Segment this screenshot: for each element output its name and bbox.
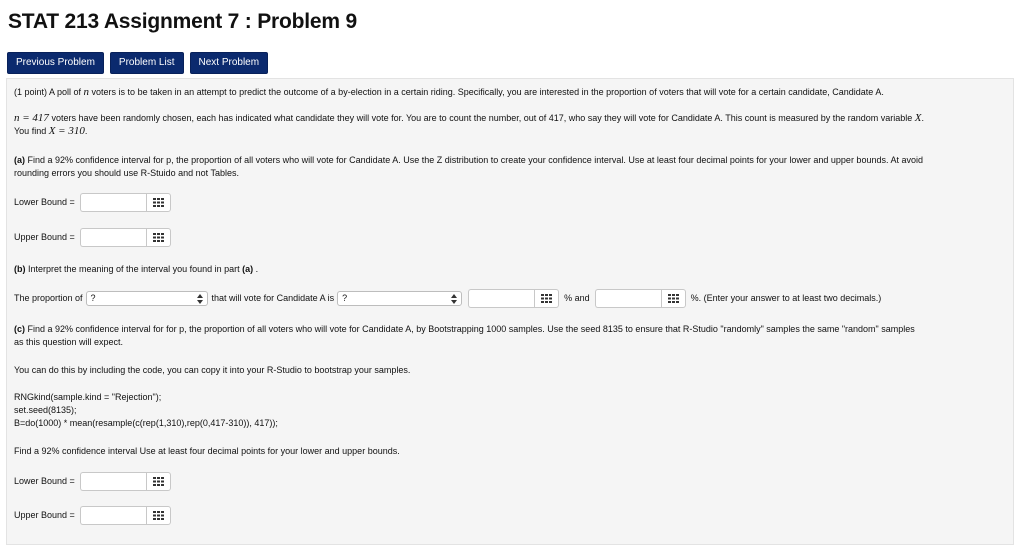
part-c-upper-bound-input[interactable]	[80, 506, 146, 525]
part-c-lower-bound-input[interactable]	[80, 472, 146, 491]
part-c-find-text: Find a 92% confidence interval Use at least four decimal points for your lower and upper bounds.	[14, 446, 400, 456]
r-code-block	[14, 391, 278, 430]
probability-select[interactable]: ?	[337, 291, 462, 306]
part-c-instructions: (c) Find a 92% confidence interval for for p, the proportion of all voters who will vote for Candidate A, by Bootstrapping 1000 samples. Use the seed 8135 to ensure that R-Studio "randomly" samples the same "random" samples as this question will expect.	[14, 324, 915, 347]
interpretation-text-middle: that will vote for Candidate A is	[211, 293, 335, 303]
part-b-instructions: (b) Interpret the meaning of the interval you found in part (a) .	[14, 264, 259, 274]
grid-icon	[153, 511, 164, 520]
part-a-instructions: (a) Find a 92% confidence interval for p, the proportion of all voters who will vote for Candidate A. Use the Z distribution to create your confidence interval. Use at least four decimal points for your lower and upper bounds. At avoid rounding errors you should use R-Stuido and not Tables.	[14, 155, 923, 178]
interpretation-text-start: The proportion of	[14, 293, 83, 303]
grid-icon	[541, 294, 552, 303]
percent-lower-input[interactable]	[468, 289, 534, 308]
percent-lower-matrix-button[interactable]	[534, 289, 559, 308]
upper-bound-label: Upper Bound =	[14, 510, 75, 520]
code-line: RNGkind(sample.kind = "Rejection");	[14, 392, 162, 402]
grid-icon	[153, 477, 164, 486]
part-b-interpretation-row	[14, 289, 881, 308]
code-line: set.seed(8135);	[14, 405, 77, 415]
previous-problem-button[interactable]: Previous Problem	[7, 52, 104, 74]
observed-count-text: You find X = 310.	[14, 125, 88, 137]
lower-bound-label: Lower Bound =	[14, 476, 75, 486]
lower-bound-label: Lower Bound =	[14, 197, 75, 207]
part-a-lower-bound-matrix-button[interactable]	[146, 193, 171, 212]
code-intro-text: You can do this by including the code, you can copy it into your R-Studio to bootstrap your samples.	[14, 365, 411, 375]
page-title: STAT 213 Assignment 7 : Problem 9	[8, 10, 357, 33]
percent-upper-input[interactable]	[595, 289, 661, 308]
grid-icon	[153, 198, 164, 207]
problem-navigation	[7, 52, 268, 74]
percent-upper-matrix-button[interactable]	[661, 289, 686, 308]
select-arrows-icon	[197, 294, 203, 304]
percent-instructions-text: %. (Enter your answer to at least two decimals.)	[690, 293, 882, 303]
select-arrows-icon	[451, 294, 457, 304]
problem-panel	[6, 78, 1014, 545]
percent-and-text: % and	[564, 293, 590, 303]
code-line: B=do(1000) * mean(resample(c(rep(1,310),rep(0,417-310)), 417));	[14, 418, 278, 428]
part-c-lower-bound-matrix-button[interactable]	[146, 472, 171, 491]
part-a-upper-bound-matrix-button[interactable]	[146, 228, 171, 247]
upper-bound-label: Upper Bound =	[14, 232, 75, 242]
part-c-lower-row	[14, 472, 171, 491]
problem-intro: (1 point) A poll of n voters is to be taken in an attempt to predict the outcome of a by-election in a certain riding. Specifically, you are interested in the proportion of voters that will vote for a certain candidate, Candidate A.	[14, 86, 884, 98]
grid-icon	[153, 233, 164, 242]
part-c-upper-bound-matrix-button[interactable]	[146, 506, 171, 525]
part-a-upper-bound-input[interactable]	[80, 228, 146, 247]
next-problem-button[interactable]: Next Problem	[190, 52, 269, 74]
part-a-lower-bound-input[interactable]	[80, 193, 146, 212]
part-a-lower-row	[14, 193, 171, 212]
problem-list-button[interactable]: Problem List	[110, 52, 184, 74]
part-a-upper-row	[14, 228, 171, 247]
part-c-upper-row	[14, 506, 171, 525]
grid-icon	[668, 294, 679, 303]
population-select[interactable]: ?	[86, 291, 208, 306]
given-sample-text: n = 417 voters have been randomly chosen, each has indicated what candidate they will vote for. You are to count the number, out of 417, who say they will vote for Candidate A. This count is measured by the random variable X.	[14, 112, 925, 124]
